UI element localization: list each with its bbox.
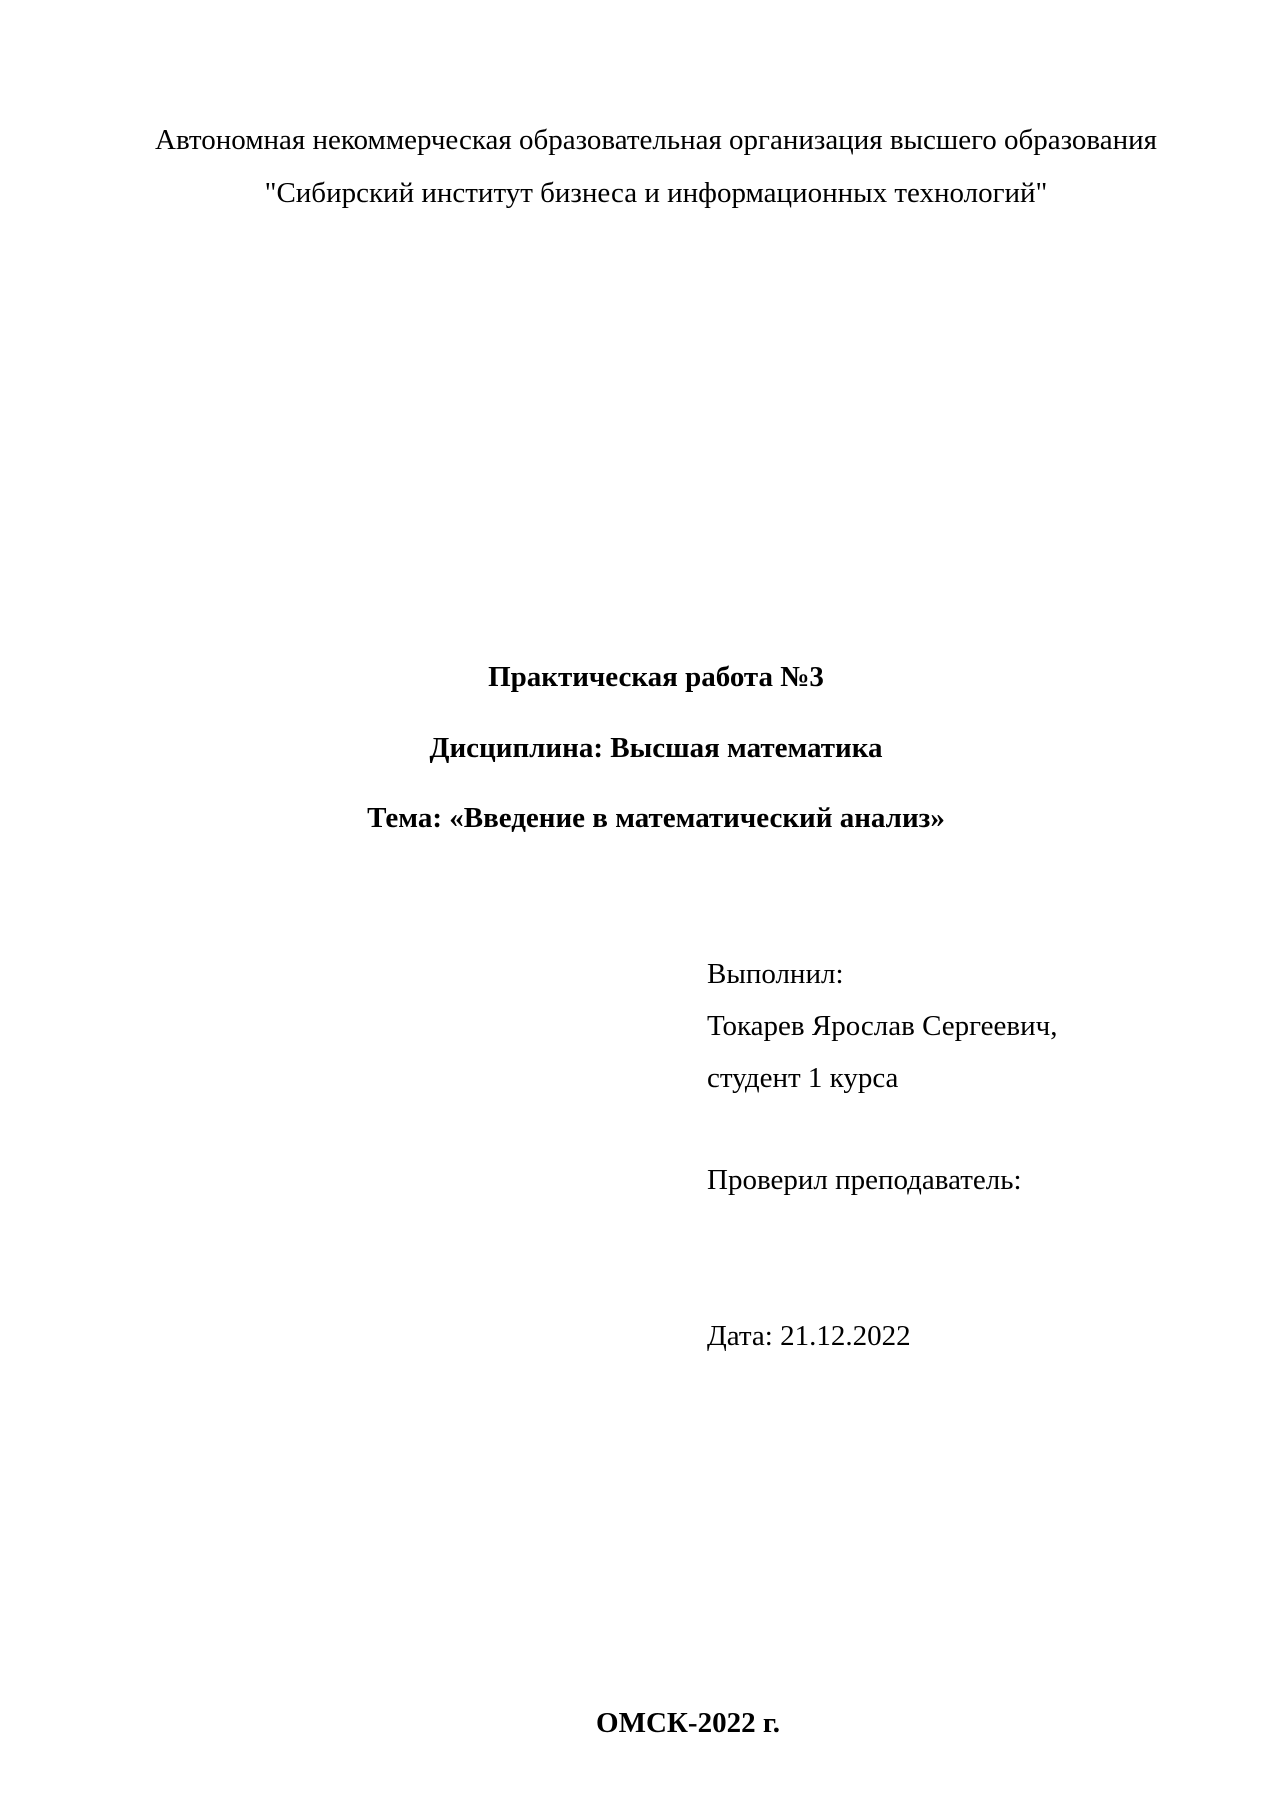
city-year: ОМСК-2022 г. xyxy=(596,1707,780,1739)
checked-label: Проверил преподаватель: xyxy=(707,1164,1022,1196)
organization-line-1: Автономная некоммерческая образовательная организация высшего образования xyxy=(155,124,1157,156)
student-name: Токарев Ярослав Сергеевич, xyxy=(707,1010,1058,1042)
work-title: Практическая работа №3 xyxy=(488,661,824,693)
organization-line-2: "Сибирский институт бизнеса и информационных технологий" xyxy=(264,177,1048,209)
date-line: Дата: 21.12.2022 xyxy=(707,1320,911,1352)
student-course: студент 1 курса xyxy=(707,1062,899,1094)
performed-label: Выполнил: xyxy=(707,958,844,990)
discipline-title: Дисциплина: Высшая математика xyxy=(429,732,883,764)
topic-title: Тема: «Введение в математический анализ» xyxy=(367,802,945,834)
